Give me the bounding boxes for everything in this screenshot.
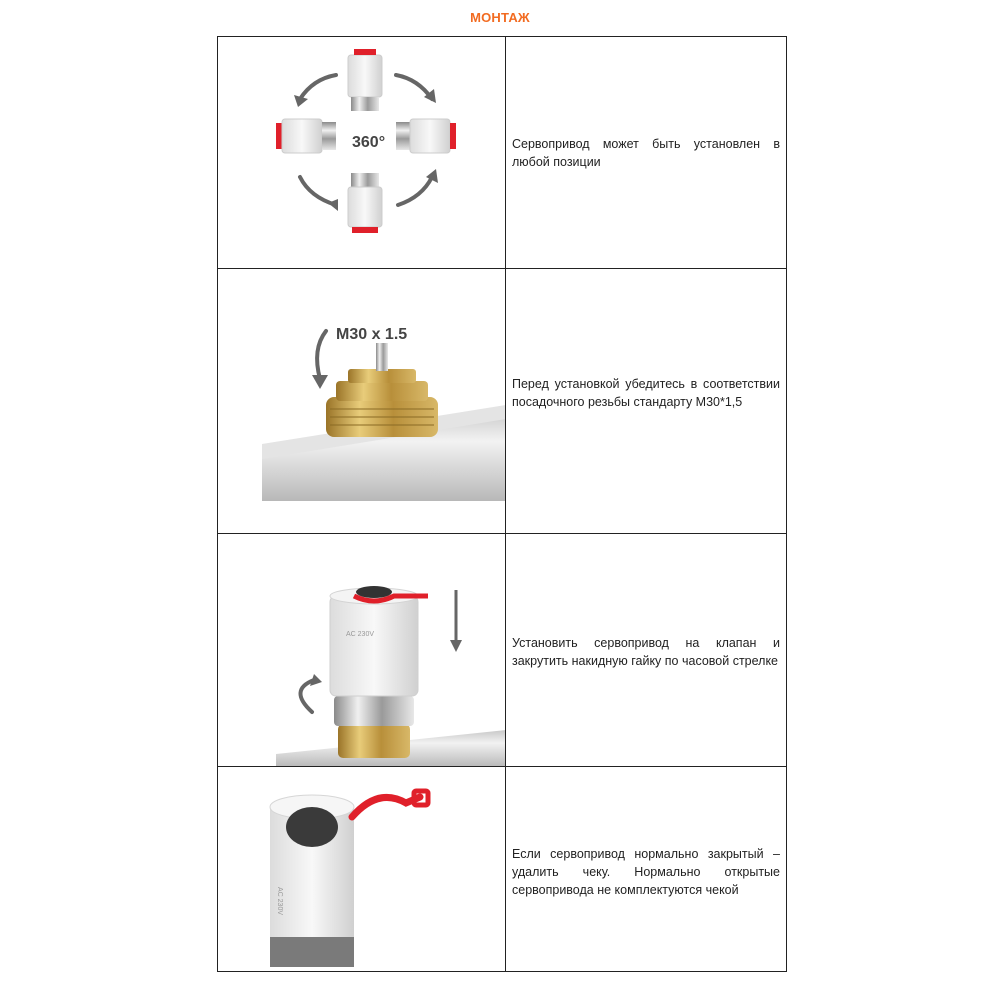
- row2-text-cell: [506, 269, 786, 534]
- page-title: МОНТАЖ: [470, 10, 530, 25]
- installation-table: [217, 36, 787, 972]
- valve-thread-illustration: [218, 269, 506, 534]
- row4-text-cell: [506, 767, 786, 971]
- row2-text: Перед установкой убедитесь в соответствии посадочного резьбы стандарту М30*1,5: [512, 377, 780, 409]
- actuator-left: [276, 119, 336, 153]
- actuator-mount-illustration: [218, 534, 506, 767]
- actuator-label: AC 230V: [346, 631, 375, 638]
- row3-text-cell: [506, 534, 786, 767]
- row2-image-cell: [218, 269, 506, 534]
- actuator-rotation-illustration: [218, 37, 506, 269]
- thread-size-label: M30 x 1.5: [336, 326, 408, 343]
- row3-text: Установить сервопривод на клапан и закрутить накидную гайку по часовой стрелке: [512, 636, 780, 668]
- actuator-bottom: [348, 173, 382, 233]
- clip-removal-illustration: [218, 767, 506, 971]
- actuator-label-side: AC 230V: [276, 887, 283, 916]
- row4-image-cell: [218, 767, 506, 971]
- actuator-top: [348, 49, 382, 111]
- row1-image-cell: [218, 37, 506, 269]
- rotation-label: 360°: [352, 134, 386, 151]
- row1-text: Сервопривод может быть установлен в любой позиции: [512, 137, 780, 169]
- row1-text-cell: [506, 37, 786, 269]
- row4-text: Если сервопривод нормально закрытый – удалить чеку. Нормально открытые сервопривода не комплектуются чекой: [512, 847, 780, 897]
- actuator-right: [396, 119, 456, 153]
- row3-image-cell: [218, 534, 506, 767]
